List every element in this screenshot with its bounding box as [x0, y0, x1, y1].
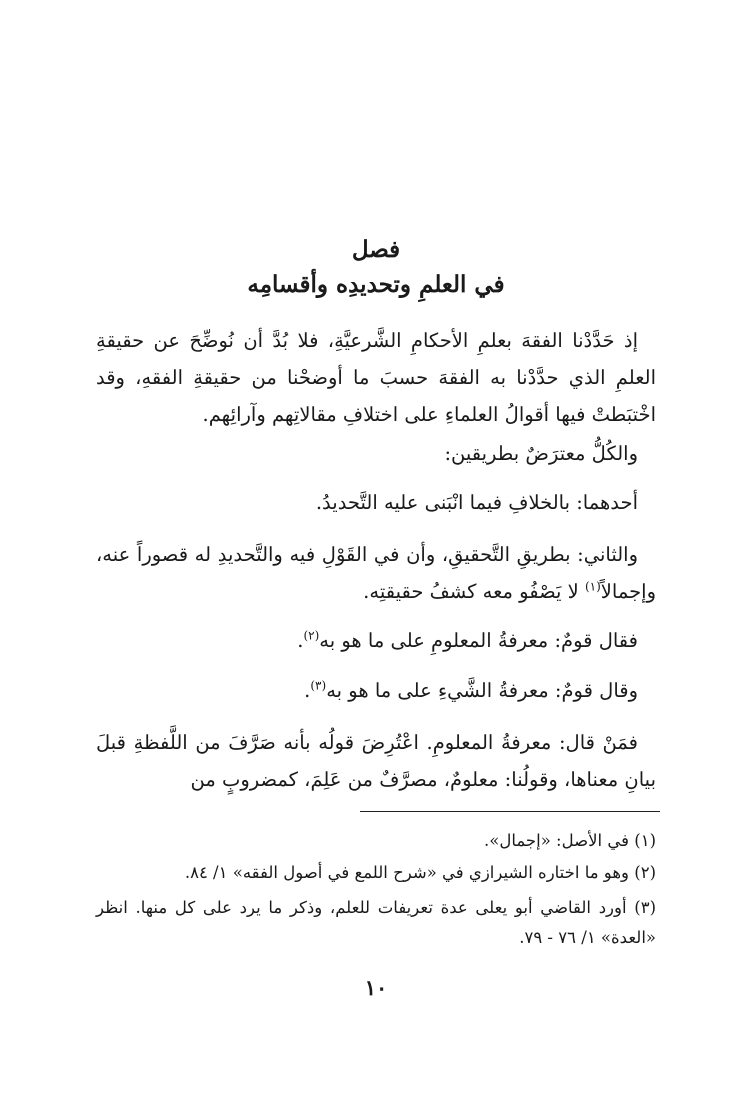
paragraph-text: فقال قومٌ: معرفةُ المعلومِ على ما هو به: [319, 629, 638, 652]
paragraph-critique: فمَنْ قال: معرفةُ المعلومِ. اعْتُرِضَ قولُه بأنه صَرَّفَ من اللَّفظةِ قبلَ بيانِ معناها، وقولُنا: معلومٌ، مصرَّفٌ من عَلِمَ، كمضروبٍ من: [96, 731, 656, 791]
paragraph-definition-1: [96, 622, 656, 659]
paragraph-second-way: [96, 536, 656, 610]
paragraph-definition-2: [96, 672, 656, 709]
footnote-3: (٣) أورد القاضي أبو يعلى عدة تعريفات للعلم، وذكر ما يرد على كل منها. انظر «العدة» ١/ ٧٦ - ٧٩.: [96, 898, 656, 947]
footnote-ref-1: (١): [584, 579, 601, 594]
footnote-ref-3: (٣): [310, 678, 327, 693]
footnote-1: (١) في الأصل: «إجمال».: [484, 831, 656, 850]
paragraph-text: .: [304, 679, 311, 702]
paragraph-first-way: أحدهما: بالخلافِ فيما انْبَنى عليه التَّحديدُ.: [315, 491, 638, 514]
paragraph-intro: إذ حَدَّدْنا الفقهَ بعلمِ الأحكامِ الشَّرعيَّةِ، فلا بُدَّ أن نُوضِّحَ عن حقيقةِ العلمِ الذي حدَّدْنا به الفقهَ حسبَ ما أوضحْنا من حقيقةِ الفقهِ، وقد اخْتبَطتْ فيها أقوالُ العلماءِ على اختلافِ مقالاتِهم وآرائِهم.: [96, 329, 656, 426]
paragraph-text: لا يَصْفُو معه كشفُ حقيقتِه.: [363, 580, 585, 603]
paragraph-text: وقال قومٌ: معرفةُ الشَّيءِ على ما هو به: [326, 679, 638, 702]
footnote-2: (٢) وهو ما اختاره الشيرازي في «شرح اللمع في أصول الفقه» ١/ ٨٤.: [184, 863, 656, 882]
paragraph-text: والثاني: بطريقِ التَّحقيقِ، وأن في القَوْلِ فيه والتَّحديدِ له قصوراً عنه، وإجمالاً: [96, 543, 656, 603]
page-number: ١٠: [364, 975, 388, 1000]
paragraph-text: .: [297, 629, 304, 652]
section-title: فصل: [351, 236, 401, 263]
footnote-divider: [360, 811, 660, 812]
section-subtitle: في العلمِ وتحديدِه وأقسامِه: [247, 271, 505, 298]
paragraph-objection: والكُلُّ معترَضٌ بطريقين:: [444, 442, 638, 465]
footnote-ref-2: (٢): [303, 628, 320, 643]
